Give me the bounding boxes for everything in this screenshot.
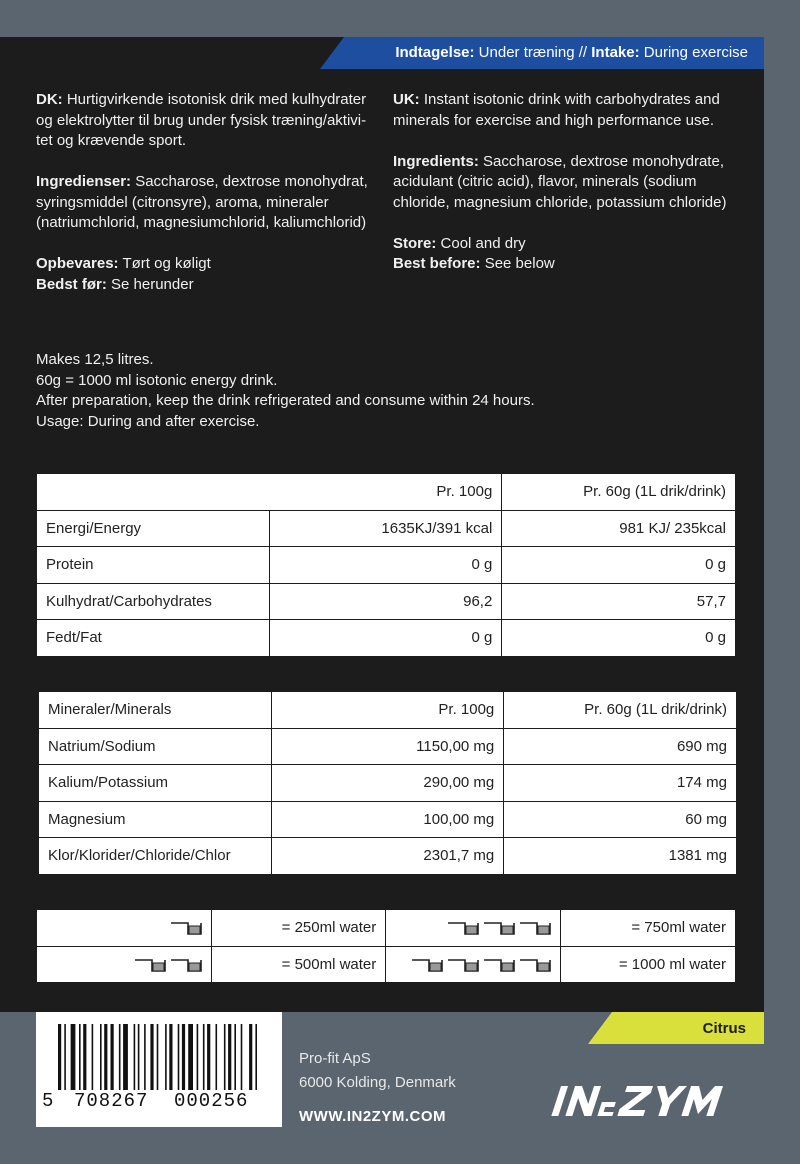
table-header-row [37, 474, 736, 511]
company-info [299, 1047, 456, 1095]
barcode-digit-first: 5 [42, 1090, 54, 1112]
dk-storage: Opbevares: Tørt og køligt [36, 255, 211, 272]
table-header-row [39, 692, 737, 729]
scoop-icons [447, 920, 551, 936]
scoop-icon [447, 920, 479, 936]
barcode-digits-right: 000256 [174, 1090, 249, 1112]
barcode-bar [138, 1024, 140, 1090]
nutrition-table [36, 473, 736, 657]
barcode-digits-left: 708267 [74, 1090, 149, 1112]
barcode-bar [119, 1024, 121, 1090]
dosage-text: = 1000 ml water [561, 946, 736, 983]
barcode-bar [134, 1024, 136, 1090]
scoop-icon [519, 957, 551, 973]
scoop-icon [170, 920, 202, 936]
header-per60: Pr. 60g (1L drik/drink) [504, 692, 737, 729]
scoop-icon [483, 920, 515, 936]
barcode-bar [169, 1024, 172, 1090]
row-label: Energi/Energy [37, 510, 270, 547]
barcode-bar [224, 1024, 226, 1090]
table-row [37, 946, 736, 983]
row-per100: 0 g [269, 547, 502, 584]
uk-best-before: Best before: See below [393, 255, 555, 272]
header-per100: Pr. 100g [271, 692, 503, 729]
prep-line: Usage: During and after exercise. [36, 413, 260, 431]
barcode-bar [188, 1024, 193, 1090]
row-label: Klor/Klorider/Chloride/Chlor [39, 838, 272, 875]
barcode-bar [178, 1024, 180, 1090]
dosage-text: = 250ml water [211, 910, 386, 947]
header-label: Mineraler/Minerals [39, 692, 272, 729]
row-per100: 1150,00 mg [271, 728, 503, 765]
table-row [39, 765, 737, 802]
company-address: 6000 Kolding, Denmark [299, 1074, 456, 1091]
barcode [36, 1012, 282, 1127]
dk-best-before: Bedst før: Se herunder [36, 275, 194, 293]
table-row [39, 801, 737, 838]
intake-text: Indtagelse: Under træning // Intake: During exercise [395, 44, 748, 61]
barcode-bar [144, 1024, 146, 1090]
table-row [37, 547, 736, 584]
barcode-bar [111, 1024, 114, 1090]
scoop-cell [386, 946, 561, 983]
english-text-column [393, 90, 743, 275]
row-per60: 60 mg [504, 801, 737, 838]
dosage-text: = 500ml water [211, 946, 386, 983]
table-row [37, 510, 736, 547]
barcode-bar [83, 1024, 86, 1090]
prep-line: After preparation, keep the drink refrigerated and consume within 24 hours. [36, 392, 535, 410]
barcode-bar [249, 1024, 252, 1090]
company-name: Pro-fit ApS [299, 1050, 371, 1067]
barcode-bar [207, 1024, 210, 1090]
website-link[interactable]: WWW.IN2ZYM.COM [299, 1108, 446, 1125]
scoop-icons [411, 957, 551, 973]
flavor-tag [588, 1012, 764, 1044]
barcode-bar [182, 1024, 185, 1090]
barcode-bar [203, 1024, 205, 1090]
row-label: Fedt/Fat [37, 620, 270, 657]
table-row [39, 728, 737, 765]
barcode-bar [165, 1024, 167, 1090]
row-per100: 1635KJ/391 kcal [269, 510, 502, 547]
row-per100: 2301,7 mg [271, 838, 503, 875]
barcode-bar [241, 1024, 243, 1090]
row-per100: 96,2 [269, 583, 502, 620]
prep-line: Makes 12,5 litres. [36, 351, 154, 368]
table-row [39, 838, 737, 875]
scoop-icon [483, 957, 515, 973]
barcode-bar [157, 1024, 159, 1090]
barcode-bar [100, 1024, 102, 1090]
preparation-instructions [36, 350, 535, 433]
row-per100: 100,00 mg [271, 801, 503, 838]
row-label: Kulhydrat/Carbohydrates [37, 583, 270, 620]
dk-ingredients: Ingredienser: Saccharose, dextrose monohydrat, syringsmiddel (citronsyre), aroma, mineraler (natriumchlorid, magnesiumchlorid, kaliumchlorid) [36, 173, 368, 231]
dosage-text: = 750ml water [561, 910, 736, 947]
barcode-bar [255, 1024, 257, 1090]
intake-banner [320, 37, 764, 69]
uk-ingredients: Ingredients: Saccharose, dextrose monohydrate, acidulant (citric acid), flavor, minerals (sodium chloride, magnesium chloride, potassium chloride) [393, 152, 727, 211]
scoop-icons [170, 920, 202, 936]
minerals-table [38, 691, 737, 875]
scoop-cell [37, 910, 212, 947]
barcode-bar [58, 1024, 61, 1090]
scoop-cell [37, 946, 212, 983]
barcode-bar [216, 1024, 218, 1090]
row-per60: 690 mg [504, 728, 737, 765]
scoop-icon [170, 957, 202, 973]
header-per100: Pr. 100g [37, 474, 502, 511]
row-per60: 0 g [502, 547, 736, 584]
prep-line: 60g = 1000 ml isotonic energy drink. [36, 371, 278, 389]
barcode-bars [58, 1024, 258, 1094]
uk-storage: Store: Cool and dry [393, 234, 526, 252]
scoop-icons [134, 957, 202, 973]
scoop-icon [519, 920, 551, 936]
barcode-bar [123, 1024, 128, 1090]
row-label: Kalium/Potassium [39, 765, 272, 802]
uk-description: UK: Instant isotonic drink with carbohydrates and minerals for exercise and high performance use. [393, 91, 720, 129]
row-per60: 57,7 [502, 583, 736, 620]
dk-description: DK: Hurtigvirkende isotonisk drik med kulhydrater og elektrolytter til brug under fysisk træning/aktivi-tet og krævende sport. [36, 91, 367, 149]
barcode-bar [234, 1024, 236, 1090]
flavor-label: Citrus [702, 1020, 746, 1037]
barcode-bar [71, 1024, 76, 1090]
barcode-bar [79, 1024, 81, 1090]
barcode-bar [150, 1024, 153, 1090]
scoop-icon [447, 957, 479, 973]
in2zym-logo [545, 1080, 765, 1124]
barcode-bar [228, 1024, 231, 1090]
header-per60: Pr. 60g (1L drik/drink) [502, 474, 736, 511]
row-per100: 290,00 mg [271, 765, 503, 802]
table-row [37, 583, 736, 620]
row-per60: 174 mg [504, 765, 737, 802]
row-per60: 1381 mg [504, 838, 737, 875]
row-label: Protein [37, 547, 270, 584]
dosage-table [36, 909, 736, 983]
row-per100: 0 g [269, 620, 502, 657]
row-label: Magnesium [39, 801, 272, 838]
row-per60: 0 g [502, 620, 736, 657]
row-label: Natrium/Sodium [39, 728, 272, 765]
barcode-bar [64, 1024, 66, 1090]
row-per60: 981 KJ/ 235kcal [502, 510, 736, 547]
barcode-bar [104, 1024, 107, 1090]
scoop-cell [386, 910, 561, 947]
barcode-bar [92, 1024, 94, 1090]
table-row [37, 620, 736, 657]
scoop-icon [134, 957, 166, 973]
danish-text-column [36, 90, 381, 295]
scoop-icon [411, 957, 443, 973]
table-row [37, 910, 736, 947]
barcode-bar [197, 1024, 199, 1090]
